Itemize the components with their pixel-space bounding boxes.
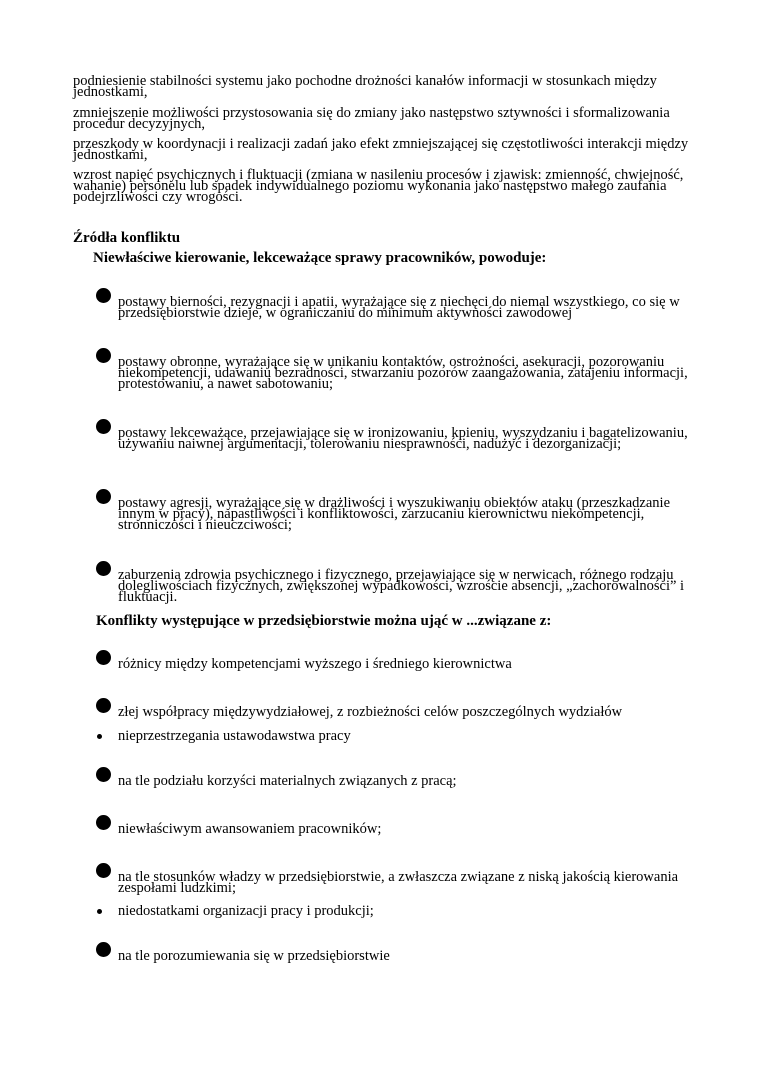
bullet-icon <box>96 419 111 434</box>
intro-paragraph: podniesienie stabilności systemu jako pochodne drożności kanałów informacji w stosunkach między jednostkami, <box>73 73 657 100</box>
bullet-icon <box>96 288 111 303</box>
section-title: Źródła konfliktu <box>73 230 181 246</box>
bullet-icon <box>97 734 102 739</box>
subheading: Konflikty występujące w przedsiębiorstwie można ująć w ...związane z: <box>96 613 552 629</box>
document-page: podniesienie stabilności systemu jako pochodne drożności kanałów informacji w stosunkach między jednostkami, zmniejszenie możliwości przystosowania się do zmiany jako następstwo sztywności i sformalizowania procedur decyzyjnych, przeszkody w koordynacji i realizacji zadań jako efekt zmniejszającej się częstotliwości interakcji między jednostkami, wzrost napięć psychicznych i fluktuacji (zmiana w nasileniu procesów i zjawisk: zmienność, chwiejność, wahanie) personelu lub spadek indywidualnego poziomu wykonania jako następstwo małego zaufania podejrzliwości czy wrogości. Źródła konfliktu Niewłaściwe kierowanie, lekceważące sprawy pracowników, powoduje: postawy bierności, rezygnacji i apatii, wyrażające się z niechęci do niemal wszystkiego, co się w przedsiębiorstwie dzieje, w ograniczaniu do minimum aktywności zawodowej postawy obronne, wyrażające się w unikaniu kontaktów, ostrożności, asekuracji, pozorowaniu niekompetencji, udawaniu bezradności, stwarzaniu pozorów zaangażowania, zatajeniu informacji, protestowaniu, a nawet sabotowaniu; postawy lekceważące, przejawiające się w ironizowaniu, kpieniu, wyszydzaniu i bagatelizowaniu, używaniu naiwnej argumentacji, tolerowaniu niesprawności, nadużyć i dezorganizacji; postawy agresji, wyrażające się w drażliwości i wyszukiwaniu obiektów ataku (przeszkadzanie innym w pracy), napastliwości i konfliktowości, zarzucaniu kierownictwu niekompetencji, stronniczości i nieuczciwości; zaburzenia zdrowia psychicznego i fizycznego, przejawiające się w nerwicach, różnego rodzaju dolegliwościach fizycznych, zwiększonej wypadkowości, wzroście absencji, „zachorowalności” i fluktuacji. Konflikty występujące w przedsiębiorstwie można ująć w ...związane z: różnicy między kompetencjami wyższego i średniego kierownictwa złej współpracy międzywydziałowej, z rozbieżności celów poszczególnych wydziałów nieprzestrzegania ustawodawstwa pracy na tle podziału korzyści materialnych związanych z pracą; niewłaściwym awansowaniem pracowników; na tle stosunków władzy w przedsiębiorstwie, a zwłaszcza związane z niską jakością kierowania zespołami ludzkimi; niedostatkami organizacji pracy i produkcji; na tle porozumiewania się w przedsiębiorstwie <box>0 0 760 1075</box>
bullet-icon <box>97 909 102 914</box>
bullet-icon <box>96 650 111 665</box>
bullet-icon <box>96 815 111 830</box>
bullet-icon <box>96 767 111 782</box>
intro-paragraph: zmniejszenie możliwości przystosowania się do zmiany jako następstwo sztywności i sformalizowania procedur decyzyjnych, <box>73 105 670 132</box>
bullet-icon <box>96 698 111 713</box>
subheading: Niewłaściwe kierowanie, lekceważące sprawy pracowników, powoduje: <box>93 250 547 266</box>
bullet-icon <box>96 348 111 363</box>
bullet-icon <box>96 863 111 878</box>
bullet-icon <box>96 561 111 576</box>
bullet-icon <box>96 942 111 957</box>
bullet-icon <box>96 489 111 504</box>
intro-paragraph: przeszkody w koordynacji i realizacji zadań jako efekt zmniejszającej się częstotliwości interakcji między jednostkami, <box>73 136 689 163</box>
intro-paragraph: wzrost napięć psychicznych i fluktuacji (zmiana w nasileniu procesów i zjawisk: zmienność, chwiejność, wahanie) personelu lub spadek indywidualnego poziomu wykonania jako następstwo małego zaufania podejrzliwości czy wrogości. <box>73 167 684 205</box>
